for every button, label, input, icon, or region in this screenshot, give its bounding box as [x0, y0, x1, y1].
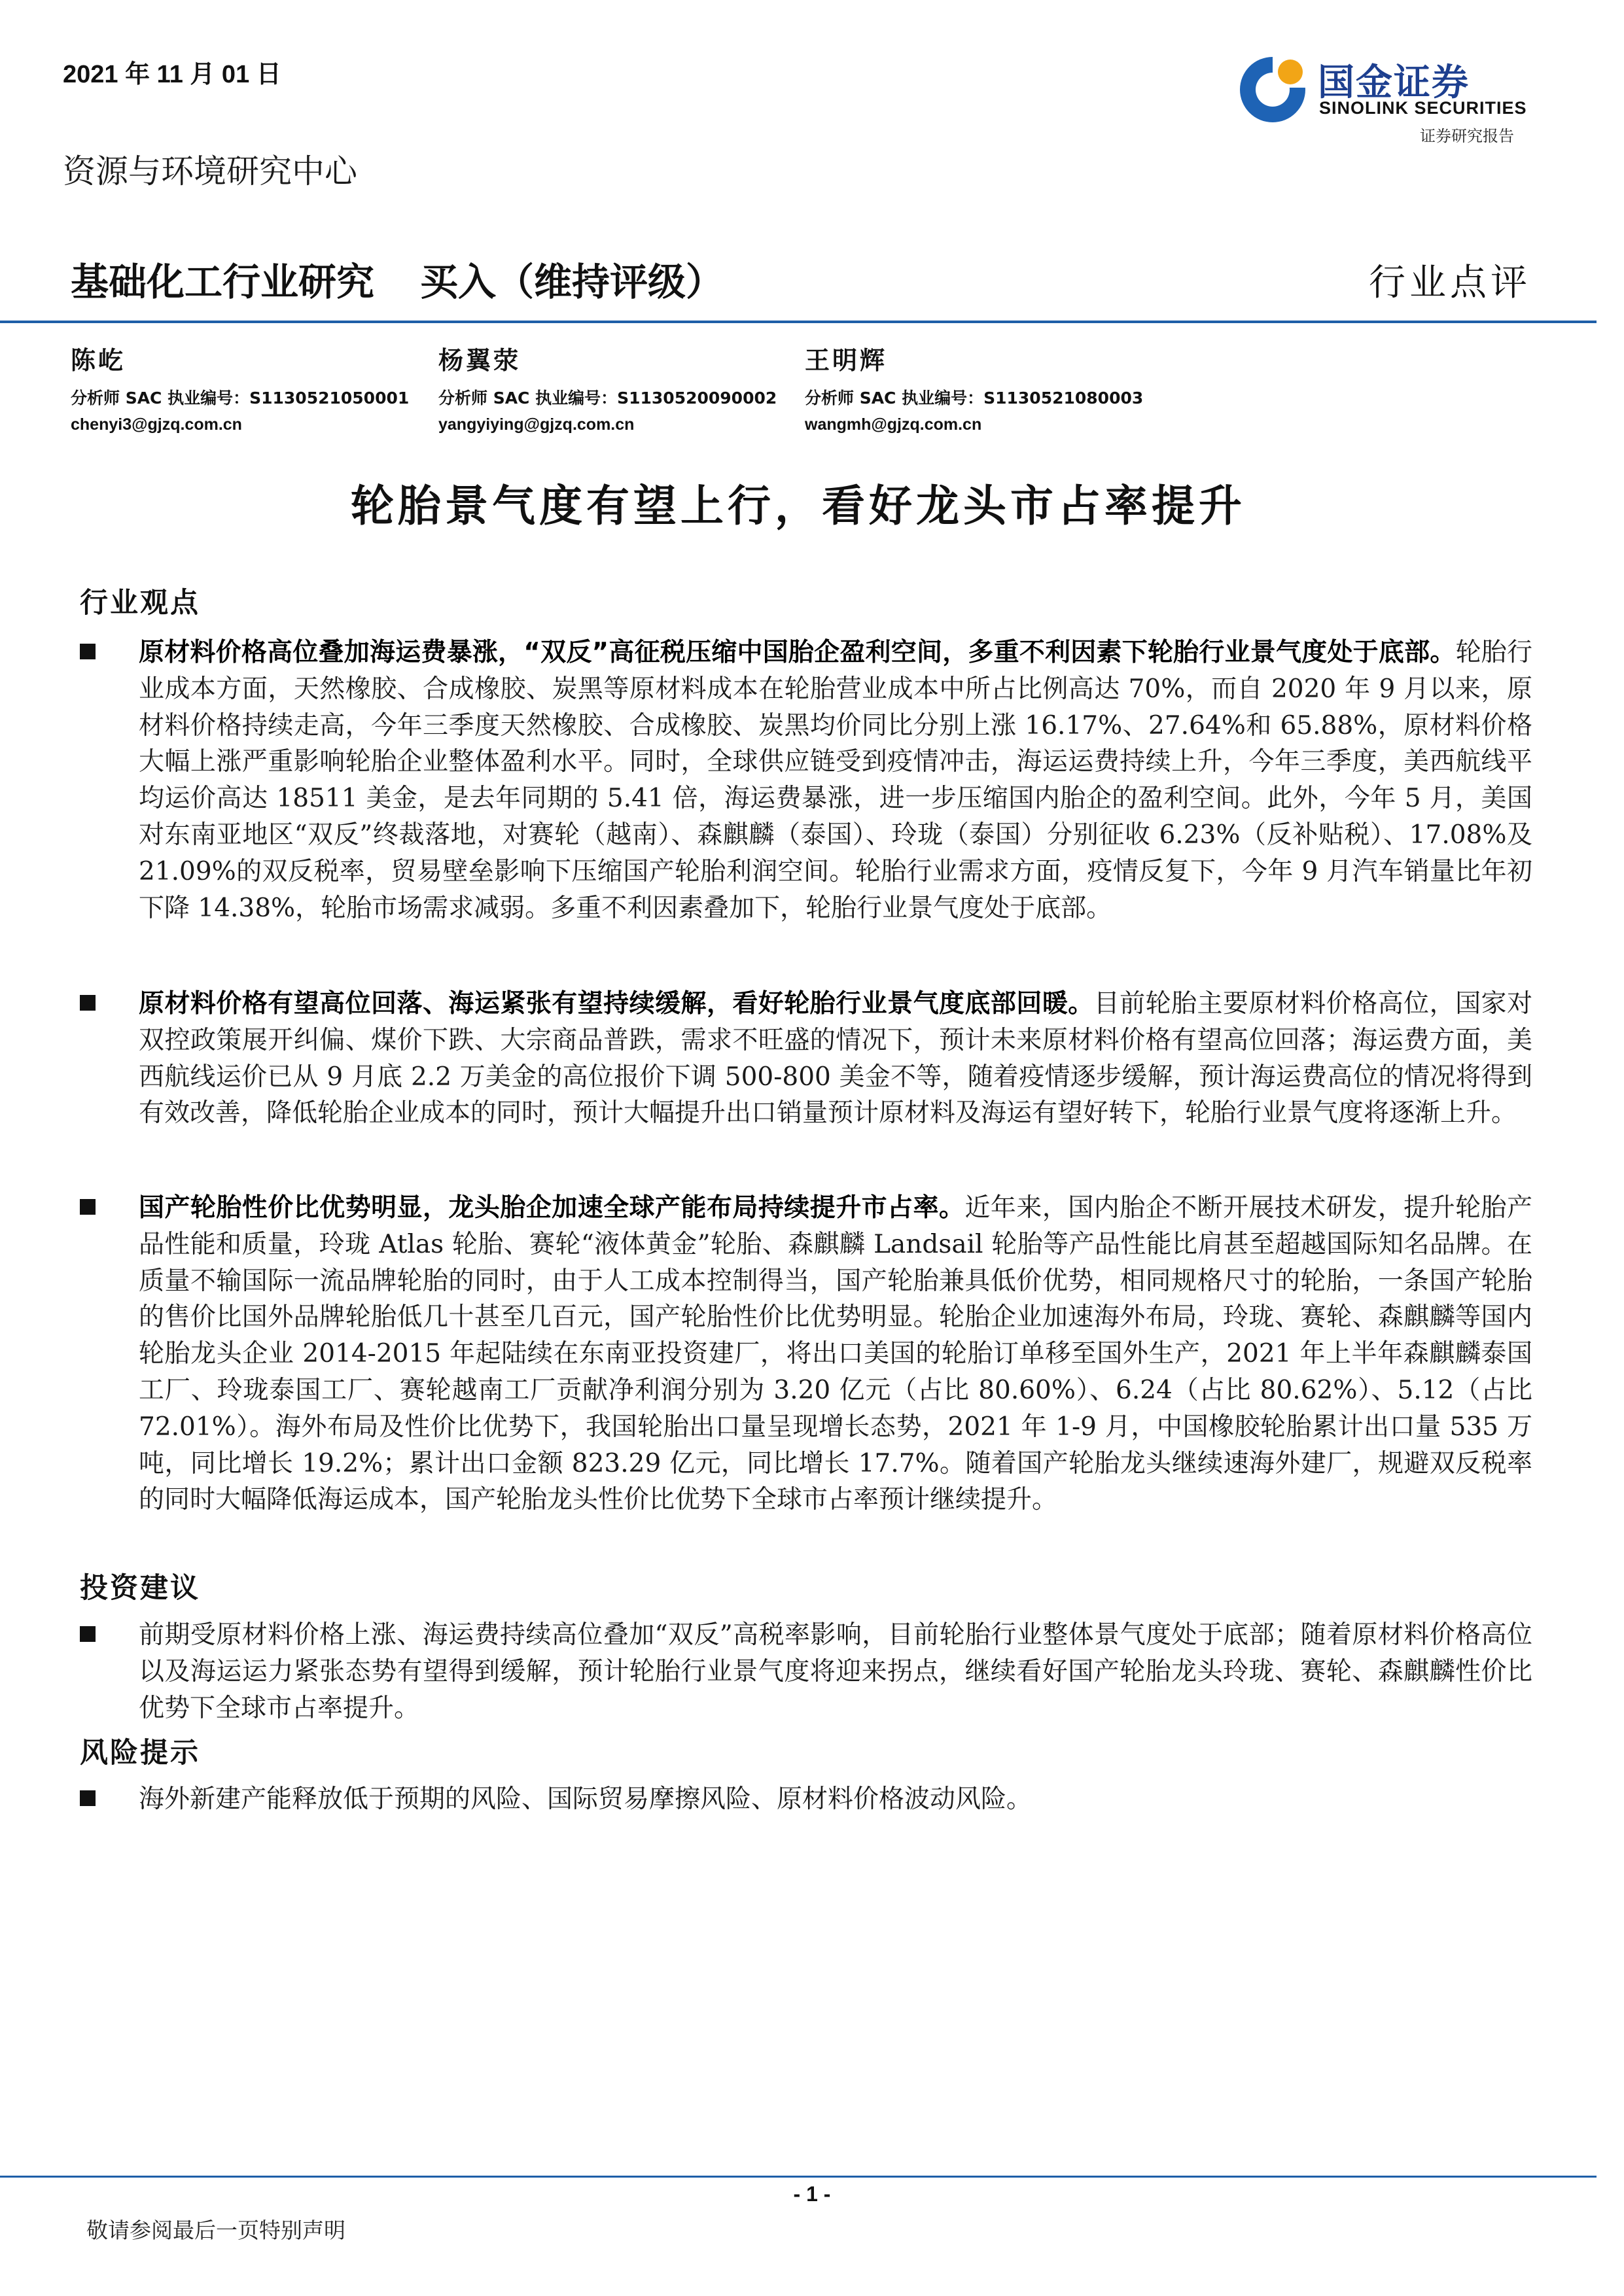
view-bullet [77, 986, 1532, 1132]
analyst-card [438, 340, 805, 434]
analyst-cert: 分析师 SAC 执业编号：S1130521050001 [71, 389, 410, 408]
square-bullet-icon [80, 1626, 96, 1642]
bullet-lead: 原材料价格有望高位回落、海运紧张有望持续缓解，看好轮胎行业景气度底部回暖。 [139, 989, 1094, 1018]
research-center: 资源与环境研究中心 [63, 152, 357, 190]
square-bullet-icon [80, 644, 96, 659]
sinolink-logo-icon [1238, 55, 1307, 124]
bullet-body: 目前轮胎主要原材料价格高位，国家对双控政策展开纠偏、煤价下跌、大宗商品普跌，需求不旺盛的情况下，预计未来原材料价格有望高位回落；海运费方面，美西航线运价已从 9 月底 2.2 万美金的高位报价下调 500-800 美金不等，随着疫情逐步缓解，预计海运费高位的情况将得到有效改善，降低轮胎企业成本的同时，预计大幅提升出口销量预计原材料及海运有望好转下，轮胎行业景气度将逐渐上升。 [139, 989, 1532, 1128]
analyst-cert: 分析师 SAC 执业编号：S1130521080003 [805, 389, 1144, 408]
view-bullet [77, 1190, 1532, 1518]
risk-paragraph: 海外新建产能释放低于预期的风险、国际贸易摩擦风险、原材料价格波动风险。 [139, 1784, 1033, 1814]
industry-label: 基础化工行业研究 [71, 260, 375, 304]
bullet-lead: 原材料价格高位叠加海运费暴涨，“双反”高征税压缩中国胎企盈利空间，多重不利因素下轮胎行业景气度处于底部。 [139, 638, 1456, 667]
disclaimer-note: 敬请参阅最后一页特别声明 [86, 2218, 345, 2243]
square-bullet-icon [80, 1199, 96, 1215]
report-date: 2021 年 11 月 01 日 [63, 61, 281, 88]
report-type-label: 证券研究报告 [1420, 127, 1514, 145]
square-bullet-icon [80, 995, 96, 1011]
logo-english-name: SINOLINK SECURITIES [1319, 98, 1527, 118]
analyst-email[interactable]: yangyiying@gjzq.com.cn [438, 415, 635, 434]
analyst-cert: 分析师 SAC 执业编号：S1130520090002 [438, 389, 777, 408]
section-heading-advice: 投资建议 [80, 1572, 200, 1605]
bullet-body: 近年来，国内胎企不断开展技术研发，提升轮胎产品性能和质量，玲珑 Atlas 轮胎、赛轮“液体黄金”轮胎、森麒麟 Landsail 轮胎等产品性能比肩甚至超越国际知名品牌。在质量不输国际一流品牌轮胎的同时，由于人工成本控制得当，国产轮胎兼具低价优势，相同规格尺寸的轮胎，一条国产轮胎的售价比国外品牌轮胎低几十甚至几百元，国产轮胎性价比优势明显。轮胎企业加速海外布局，玲珑、赛轮、森麒麟等国内轮胎龙头企业 2014-2015 年起陆续在东南亚投资建厂，将出口美国的轮胎订单移至国外生产，2021 年上半年森麒麟泰国工厂、玲珑泰国工厂、赛轮越南工厂贡献净利润分别为 3.20 亿元（占比 80.60%）、6.24（占比 80.62%）、5.12（占比 72.01%）。海外布局及性价比优势下，我国轮胎出口量呈现增长态势，2021 年 1-9 月，中国橡胶轮胎累计出口量 535 万吨，同比增长 19.2%；累计出口金额 823.29 亿元，同比增长 17.7%。随着国产轮胎龙头继续速海外建厂，规避双反税率的同时大幅降低海运成本，国产轮胎龙头性价比优势下全球市占率预计继续提升。 [139, 1193, 1532, 1515]
risk-bullet [77, 1781, 1532, 1818]
analyst-email[interactable]: chenyi3@gjzq.com.cn [71, 415, 242, 434]
bullet-paragraph [139, 986, 1532, 1132]
company-logo [1235, 51, 1543, 130]
analyst-name: 陈屹 [71, 345, 126, 375]
footer-divider [0, 2176, 1597, 2178]
analyst-card [71, 340, 437, 434]
analyst-name: 王明辉 [805, 345, 888, 375]
page-number: - 1 - [793, 2182, 831, 2206]
section-heading-risk: 风险提示 [80, 1737, 200, 1769]
section-heading-views: 行业观点 [80, 587, 200, 619]
bullet-body: 轮胎行业成本方面，天然橡胶、合成橡胶、炭黑等原材料成本在轮胎营业成本中所占比例高达 70%，而自 2020 年 9 月以来，原材料价格持续走高，今年三季度天然橡胶、合成橡胶、炭黑均价同比分别上涨 16.17%、27.64%和 65.88%，原材料价格大幅上涨严重影响轮胎企业整体盈利水平。同时，全球供应链受到疫情冲击，海运运费持续上升，今年三季度，美西航线平均运价高达 18511 美金，是去年同期的 5.41 倍，海运费暴涨，进一步压缩国内胎企的盈利空间。此外，今年 5 月，美国对东南亚地区“双反”终裁落地，对赛轮（越南）、森麒麟（泰国）、玲珑（泰国）分别征收 6.23%（反补贴税）、17.08%及 21.09%的双反税率，贸易壁垒影响下压缩国产轮胎利润空间。轮胎行业需求方面，疫情反复下，今年 9 月汽车销量比年初下降 14.38%，轮胎市场需求减弱。多重不利因素叠加下，轮胎行业景气度处于底部。 [139, 638, 1532, 923]
logo-chinese-name: 国金证券 [1318, 61, 1470, 104]
bullet-paragraph [139, 1190, 1532, 1518]
advice-bullet [77, 1617, 1532, 1726]
bullet-paragraph [139, 635, 1532, 926]
view-bullet [77, 635, 1532, 926]
rating-label: 买入（维持评级） [420, 260, 724, 304]
analyst-card [805, 340, 1171, 434]
advice-paragraph: 前期受原材料价格上涨、海运费持续高位叠加“双反”高税率影响，目前轮胎行业整体景气度处于底部；随着原材料价格高位以及海运运力紧张态势有望得到缓解，预计轮胎行业景气度将迎来拐点，继续看好国产轮胎龙头玲珑、赛轮、森麒麟性价比优势下全球市占率提升。 [139, 1620, 1532, 1723]
analyst-email[interactable]: wangmh@gjzq.com.cn [805, 415, 982, 434]
analyst-name: 杨翼荥 [438, 345, 521, 375]
report-kind-label: 行业点评 [1369, 262, 1531, 304]
main-title: 轮胎景气度有望上行，看好龙头市占率提升 [351, 480, 1246, 531]
square-bullet-icon [80, 1790, 96, 1806]
header-divider [0, 321, 1597, 323]
bullet-lead: 国产轮胎性价比优势明显，龙头胎企加速全球产能布局持续提升市占率。 [139, 1193, 965, 1223]
title-bar [71, 251, 724, 306]
